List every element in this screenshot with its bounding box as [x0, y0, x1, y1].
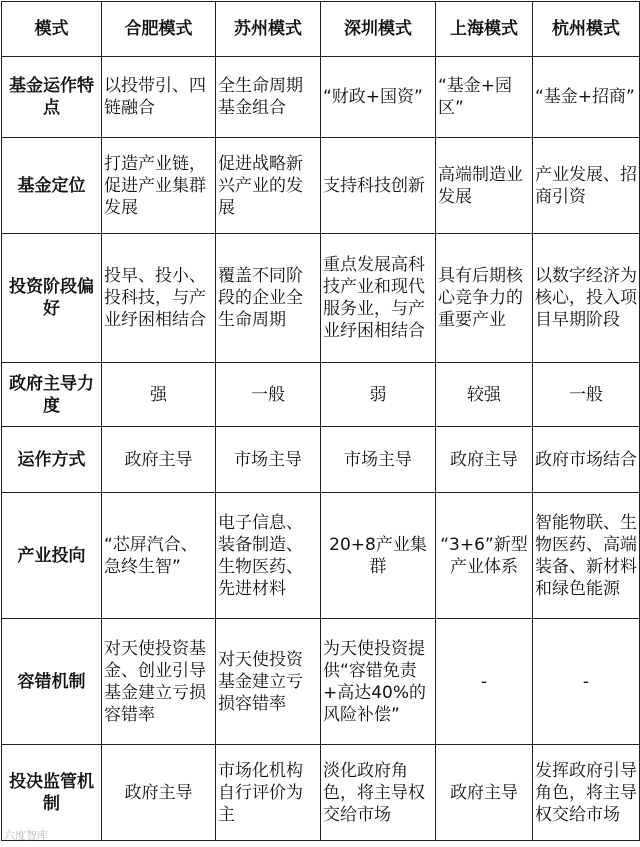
- row-label: 投资阶段偏好: [2, 234, 102, 363]
- table-cell: 政府主导: [436, 427, 533, 493]
- row-label: 基金定位: [2, 138, 102, 234]
- table-row: [2, 427, 640, 493]
- header-cell: 合肥模式: [102, 2, 216, 57]
- header-cell: 上海模式: [436, 2, 533, 57]
- table-cell: 覆盖不同阶段的企业全生命周期: [216, 234, 321, 363]
- row-label: 容错机制: [2, 619, 102, 745]
- table-cell: 市场主导: [216, 427, 321, 493]
- table-row: [2, 619, 640, 745]
- table-cell: 20+8产业集群: [321, 493, 436, 619]
- table-cell: 政府市场结合: [533, 427, 640, 493]
- table-cell: 对天使投资基金、创业引导基金建立亏损容错率: [102, 619, 216, 745]
- table-cell: “基金+招商”: [533, 57, 640, 138]
- row-label: 产业投向: [2, 493, 102, 619]
- watermark: 六度智库: [4, 829, 48, 842]
- row-label: 基金运作特点: [2, 57, 102, 138]
- table-cell: 发挥政府引导角色，将主导权交给市场: [533, 745, 640, 841]
- header-cell: 模式: [2, 2, 102, 57]
- table-cell: 打造产业链，促进产业集群发展: [102, 138, 216, 234]
- header-cell: 深圳模式: [321, 2, 436, 57]
- table-cell: 强: [102, 363, 216, 427]
- table-row: [2, 234, 640, 363]
- table-cell: 一般: [216, 363, 321, 427]
- table-cell: 促进战略新兴产业的发展: [216, 138, 321, 234]
- table-cell: “基金+园区”: [436, 57, 533, 138]
- table-cell: 全生命周期基金组合: [216, 57, 321, 138]
- table-cell: “芯屏汽合、急终生智”: [102, 493, 216, 619]
- table-row: [2, 57, 640, 138]
- table-cell: 政府主导: [102, 427, 216, 493]
- table-cell: 投早、投小、投科技，与产业纾困相结合: [102, 234, 216, 363]
- table-cell: -: [436, 619, 533, 745]
- table-cell: 政府主导: [436, 745, 533, 841]
- table-cell: 支持科技创新: [321, 138, 436, 234]
- comparison-table: [1, 1, 640, 841]
- row-label: 投决监管机制: [2, 745, 102, 841]
- table-cell: 为天使投资提供“容错免责+高达40%的风险补偿”: [321, 619, 436, 745]
- table-cell: 市场主导: [321, 427, 436, 493]
- header-cell: 苏州模式: [216, 2, 321, 57]
- table-cell: 政府主导: [102, 745, 216, 841]
- table-cell: 以投带引、四链融合: [102, 57, 216, 138]
- row-label: 运作方式: [2, 427, 102, 493]
- table-cell: 淡化政府角色，将主导权交给市场: [321, 745, 436, 841]
- table-cell: 一般: [533, 363, 640, 427]
- table-row: [2, 138, 640, 234]
- table-cell: 重点发展高科技产业和现代服务业，与产业纾困相结合: [321, 234, 436, 363]
- header-cell: 杭州模式: [533, 2, 640, 57]
- table-cell: 弱: [321, 363, 436, 427]
- table-cell: 较强: [436, 363, 533, 427]
- table-cell: 电子信息、装备制造、生物医药、先进材料: [216, 493, 321, 619]
- table-cell: 具有后期核心竞争力的重要产业: [436, 234, 533, 363]
- table-cell: 对天使投资基金建立亏损容错率: [216, 619, 321, 745]
- row-label: 政府主导力度: [2, 363, 102, 427]
- table-cell: -: [533, 619, 640, 745]
- table-row: [2, 493, 640, 619]
- table-row: [2, 745, 640, 841]
- table-cell: 高端制造业发展: [436, 138, 533, 234]
- table-cell: 产业发展、招商引资: [533, 138, 640, 234]
- table-cell: 市场化机构自行评价为主: [216, 745, 321, 841]
- table-cell: 以数字经济为核心，投入项目早期阶段: [533, 234, 640, 363]
- table-cell: “财政+国资”: [321, 57, 436, 138]
- table-cell: 智能物联、生物医药、高端装备、新材料和绿色能源: [533, 493, 640, 619]
- table-row: [2, 363, 640, 427]
- header-row: [2, 2, 640, 57]
- table-cell: “3+6”新型产业体系: [436, 493, 533, 619]
